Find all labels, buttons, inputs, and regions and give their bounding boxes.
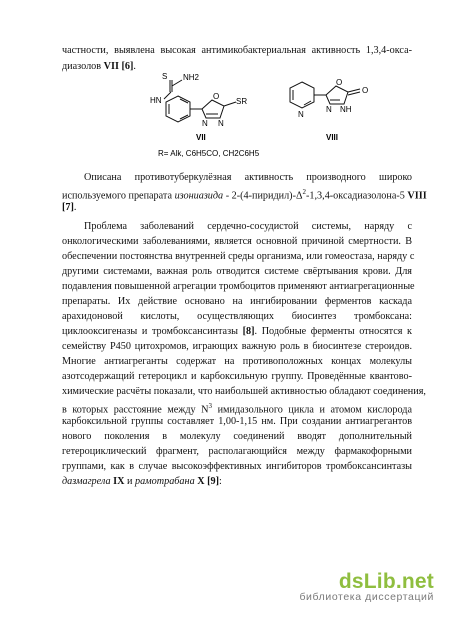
text-line-19: карбоксильной группы составляет 1,00-1,15 нм. При создании антиагрегантов [62, 416, 412, 427]
text-line-20: нового поколения в молекулу соединений вводят дополнительный [62, 431, 412, 442]
text-line-8: обеспечении постоянства внутренней среды организма, или гомеостаза, наряду с [62, 251, 415, 262]
text-line-15: Многие антиагреганты содержат на противоположных концах молекулы [62, 356, 412, 367]
atom-S-label: S [162, 72, 168, 81]
atom-O-carbonyl-label: O [362, 86, 369, 95]
watermark [299, 570, 434, 603]
atom-N-vii-b-label: N [218, 119, 224, 128]
atom-N-viii-label: N [326, 105, 332, 114]
watermark-logo: dsLib.net [338, 570, 434, 593]
atom-SR-label: SR [236, 97, 248, 106]
text-line-14: семейству Р450 цитохромов, играющих важную роль в биосинтезе стероидов. [62, 341, 412, 352]
text-line-7: онкологическими заболеваниями, является основной причиной смертности. В [62, 236, 412, 247]
atom-N-vii-a-label: N [202, 119, 208, 128]
text-line-12: арахидоновой кислоты, осуществляющих биосинтез тромбоксана: [62, 311, 412, 322]
text-line-5: [7]. [62, 202, 77, 213]
text-line-4: используемого препарата изониазида - $2-(4-пиридил)-\Delta^2-1,3,4-оксадиазолона-5$ VIII [62, 188, 427, 202]
text-line-11: препараты. Их действие основано на ингибировании ферментов каскада [62, 296, 412, 307]
compound-vii-label: VII [196, 133, 206, 142]
atom-NH-label: NH [340, 105, 352, 114]
text-line-3: Описана противотуберкулёзная активность производного широко [84, 172, 412, 183]
text-line-18: в которых расстояние между $N^3$ имидазольного цикла и атомом кислорода [62, 402, 412, 416]
text-line-22: группами, как в случае высокоэффективных ингибиторов тромбоксансинтазы [62, 461, 412, 472]
atom-NH2-label: NH2 [183, 73, 200, 82]
atom-N-pyridine-label: N [298, 110, 304, 119]
text-line-23: дазмагрела IX и рамотрабана X [9]: [62, 476, 222, 487]
text-line-13: циклооксигеназы и тромбоксансинтазы [8]. Подобные ферменты относятся к [62, 326, 413, 337]
watermark-subtitle: библиотека диссертаций [299, 591, 434, 603]
text-line-1: частности, выявлена высокая антимикобактериальная активность 1,3,4-окса- [62, 45, 412, 56]
text-line-16: азотсодержащий гетероцикл и карбоксильную группу. Проведённые квантово- [62, 371, 412, 382]
compound-viii-label: VIII [326, 133, 339, 142]
substituent-note: R= Alk, C6H5CO, CH2C6H5 [158, 149, 260, 158]
text-line-10: подавления повышенной агрегации тромбоцитов применяют антиагрегационные [62, 281, 415, 292]
atom-O-vii-label: O [213, 92, 220, 101]
atom-O-ring-label: O [336, 78, 343, 87]
text-line-2: диазолов VII [6]. [62, 61, 136, 72]
text-line-17: химические расчёты показали, что наибольшей активностью обладают соединения, [62, 386, 426, 397]
text-line-21: гетероциклический фрагмент, располагающийся между фармакофорными [62, 446, 412, 457]
chemical-scheme [140, 62, 400, 174]
text-line-9: другими системами, важная роль отводится системе свёртывания крови. Для [62, 266, 412, 277]
text-line-6: Проблема заболеваний сердечно-сосудистой системы, наряду с [84, 221, 412, 232]
atom-HN-label: HN [150, 96, 162, 105]
